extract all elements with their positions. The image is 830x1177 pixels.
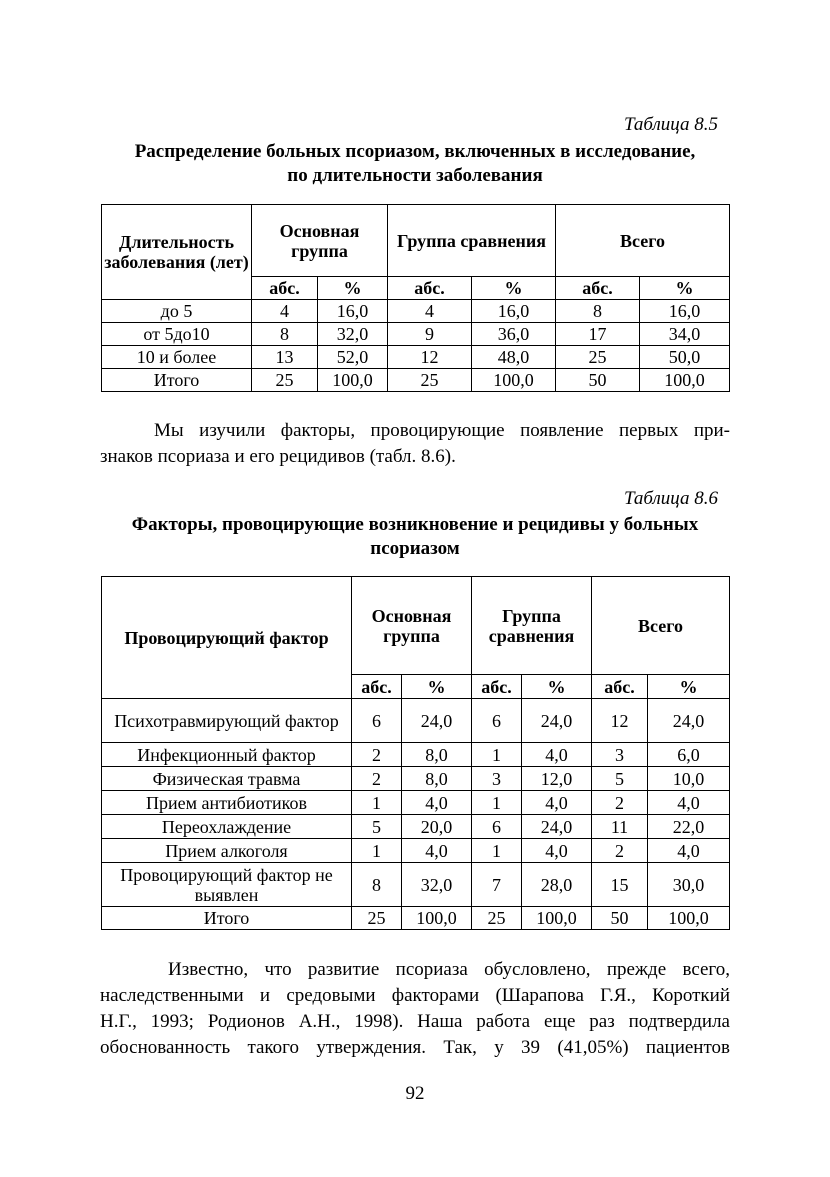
table1-sub-pct: % [472, 277, 556, 300]
table-cell: 50,0 [640, 346, 730, 369]
table-cell: 25 [252, 369, 318, 392]
table-row-label: Психотравмирующий фактор [102, 699, 352, 743]
table-cell: 2 [352, 767, 402, 791]
table2-header-factor: Провоцирующий фактор [102, 577, 352, 699]
table2-title-line1: Факторы, провоцирующие возникновение и рецидивы у больных [131, 514, 699, 535]
table-cell: 4,0 [648, 839, 730, 863]
table-cell: 4,0 [648, 791, 730, 815]
table-cell: 6 [352, 699, 402, 743]
table-row-label: Физическая травма [102, 767, 352, 791]
table1-header-row [102, 205, 730, 277]
table-row-label: до 5 [102, 300, 252, 323]
table-cell: 1 [472, 743, 522, 767]
table-row [102, 767, 730, 791]
table-cell: 5 [352, 815, 402, 839]
table1-header-main-group: Основная группа [252, 205, 388, 277]
table2-sub-pct: % [522, 675, 592, 699]
table2-sub-abs: абс. [592, 675, 648, 699]
table-cell: 16,0 [472, 300, 556, 323]
table1-header-duration: Длительность заболевания (лет) [102, 205, 252, 300]
table2-sub-abs: абс. [472, 675, 522, 699]
table-cell: 28,0 [522, 863, 592, 907]
table-cell: 6,0 [648, 743, 730, 767]
table-cell: 1 [352, 791, 402, 815]
table-row [102, 839, 730, 863]
table-cell: 8,0 [402, 767, 472, 791]
table-cell: 4 [252, 300, 318, 323]
table-cell: 5 [592, 767, 648, 791]
table-cell: 1 [472, 839, 522, 863]
table-cell: 34,0 [640, 323, 730, 346]
table-cell: 24,0 [522, 815, 592, 839]
table-cell: 3 [592, 743, 648, 767]
table1-label: Таблица 8.5 [624, 114, 718, 135]
table-cell: 24,0 [648, 699, 730, 743]
table2-header-total: Всего [592, 577, 730, 675]
table-cell: 8 [252, 323, 318, 346]
table2 [101, 576, 730, 930]
table-cell: 4,0 [402, 839, 472, 863]
table2-sub-pct: % [402, 675, 472, 699]
table1-sub-abs: абс. [556, 277, 640, 300]
table-cell: 2 [592, 791, 648, 815]
table1-sub-pct: % [640, 277, 730, 300]
table-cell: 48,0 [472, 346, 556, 369]
table-cell: 8 [556, 300, 640, 323]
table-row [102, 699, 730, 743]
table-cell: 25 [472, 907, 522, 930]
table-row-label: Провоцирующий фактор не выявлен [102, 863, 352, 907]
table-cell: 24,0 [402, 699, 472, 743]
table2-label: Таблица 8.6 [624, 488, 718, 509]
table-row [102, 369, 730, 392]
table-row [102, 791, 730, 815]
table-cell: 100,0 [402, 907, 472, 930]
table-cell: 50 [556, 369, 640, 392]
table-row [102, 815, 730, 839]
table-cell: 13 [252, 346, 318, 369]
table-cell: 3 [472, 767, 522, 791]
table-row [102, 863, 730, 907]
table-cell: 25 [388, 369, 472, 392]
table-row-label: Итого [102, 369, 252, 392]
table-cell: 25 [556, 346, 640, 369]
paragraph-2-line3: Н.Г., 1993; Родионов А.Н., 1998). Наша работа еще раз подтвердила [100, 1011, 730, 1032]
paragraph-2-line2: наследственными и средовыми факторами (Шарапова Г.Я., Короткий [100, 985, 730, 1006]
table-cell: 17 [556, 323, 640, 346]
table-cell: 10,0 [648, 767, 730, 791]
table-cell: 100,0 [318, 369, 388, 392]
table-row-label: от 5до10 [102, 323, 252, 346]
table-cell: 22,0 [648, 815, 730, 839]
table-cell: 4 [388, 300, 472, 323]
table-cell: 2 [352, 743, 402, 767]
table-cell: 8,0 [402, 743, 472, 767]
paragraph-2-line4: обоснованность такого утверждения. Так, у 39 (41,05%) пациентов [100, 1037, 730, 1058]
table-cell: 2 [592, 839, 648, 863]
table1-header-comparison-group: Группа сравнения [388, 205, 556, 277]
table-cell: 8 [352, 863, 402, 907]
table-cell: 32,0 [318, 323, 388, 346]
table-cell: 100,0 [640, 369, 730, 392]
table1-header-total: Всего [556, 205, 730, 277]
table-row-label: Прием антибиотиков [102, 791, 352, 815]
table-cell: 25 [352, 907, 402, 930]
table-row-label: Инфекционный фактор [102, 743, 352, 767]
table-cell: 12 [592, 699, 648, 743]
table-cell: 7 [472, 863, 522, 907]
table-cell: 4,0 [522, 743, 592, 767]
table-cell: 1 [352, 839, 402, 863]
table1-title-line1: Распределение больных псориазом, включенных в исследование, [134, 141, 696, 162]
table-cell: 15 [592, 863, 648, 907]
table-cell: 16,0 [318, 300, 388, 323]
table-cell: 100,0 [522, 907, 592, 930]
table2-title-line2: псориазом [370, 538, 460, 559]
paragraph-2 [100, 957, 730, 1061]
table2-header-row [102, 577, 730, 675]
table-cell: 30,0 [648, 863, 730, 907]
page-number: 92 [405, 1083, 425, 1104]
table-cell: 32,0 [402, 863, 472, 907]
table-cell: 20,0 [402, 815, 472, 839]
table2-sub-pct: % [648, 675, 730, 699]
table-row [102, 346, 730, 369]
table-cell: 24,0 [522, 699, 592, 743]
table-cell: 6 [472, 815, 522, 839]
table-cell: 100,0 [648, 907, 730, 930]
table2-sub-abs: абс. [352, 675, 402, 699]
table-cell: 9 [388, 323, 472, 346]
table-cell: 4,0 [522, 839, 592, 863]
table2-header-main-group: Основная группа [352, 577, 472, 675]
paragraph-1-line1: Мы изучили факторы, провоцирующие появление первых при- [154, 420, 730, 441]
table1-sub-pct: % [318, 277, 388, 300]
table-row [102, 907, 730, 930]
table-row [102, 323, 730, 346]
table-row-label: Итого [102, 907, 352, 930]
table-cell: 12 [388, 346, 472, 369]
table-cell: 1 [472, 791, 522, 815]
table-row-label: 10 и более [102, 346, 252, 369]
table-row-label: Прием алкоголя [102, 839, 352, 863]
table1-sub-abs: абс. [252, 277, 318, 300]
table-row-label: Переохлаждение [102, 815, 352, 839]
table-cell: 50 [592, 907, 648, 930]
table-cell: 4,0 [522, 791, 592, 815]
table-cell: 100,0 [472, 369, 556, 392]
table1-title [100, 140, 730, 188]
paragraph-1-line2: знаков псориаза и его рецидивов (табл. 8.6). [100, 446, 456, 467]
paragraph-2-line1: Известно, что развитие псориаза обусловлено, прежде всего, [168, 959, 730, 980]
table-cell: 6 [472, 699, 522, 743]
table-cell: 16,0 [640, 300, 730, 323]
table-cell: 11 [592, 815, 648, 839]
table-cell: 12,0 [522, 767, 592, 791]
table1-title-line2: по длительности заболевания [287, 165, 543, 186]
table1-sub-abs: абс. [388, 277, 472, 300]
paragraph-1 [100, 418, 730, 470]
table1 [101, 204, 730, 392]
table-cell: 36,0 [472, 323, 556, 346]
table-row [102, 743, 730, 767]
table-cell: 52,0 [318, 346, 388, 369]
table-row [102, 300, 730, 323]
table-cell: 4,0 [402, 791, 472, 815]
table2-title [100, 513, 730, 561]
table2-header-comparison-group: Группа сравнения [472, 577, 592, 675]
